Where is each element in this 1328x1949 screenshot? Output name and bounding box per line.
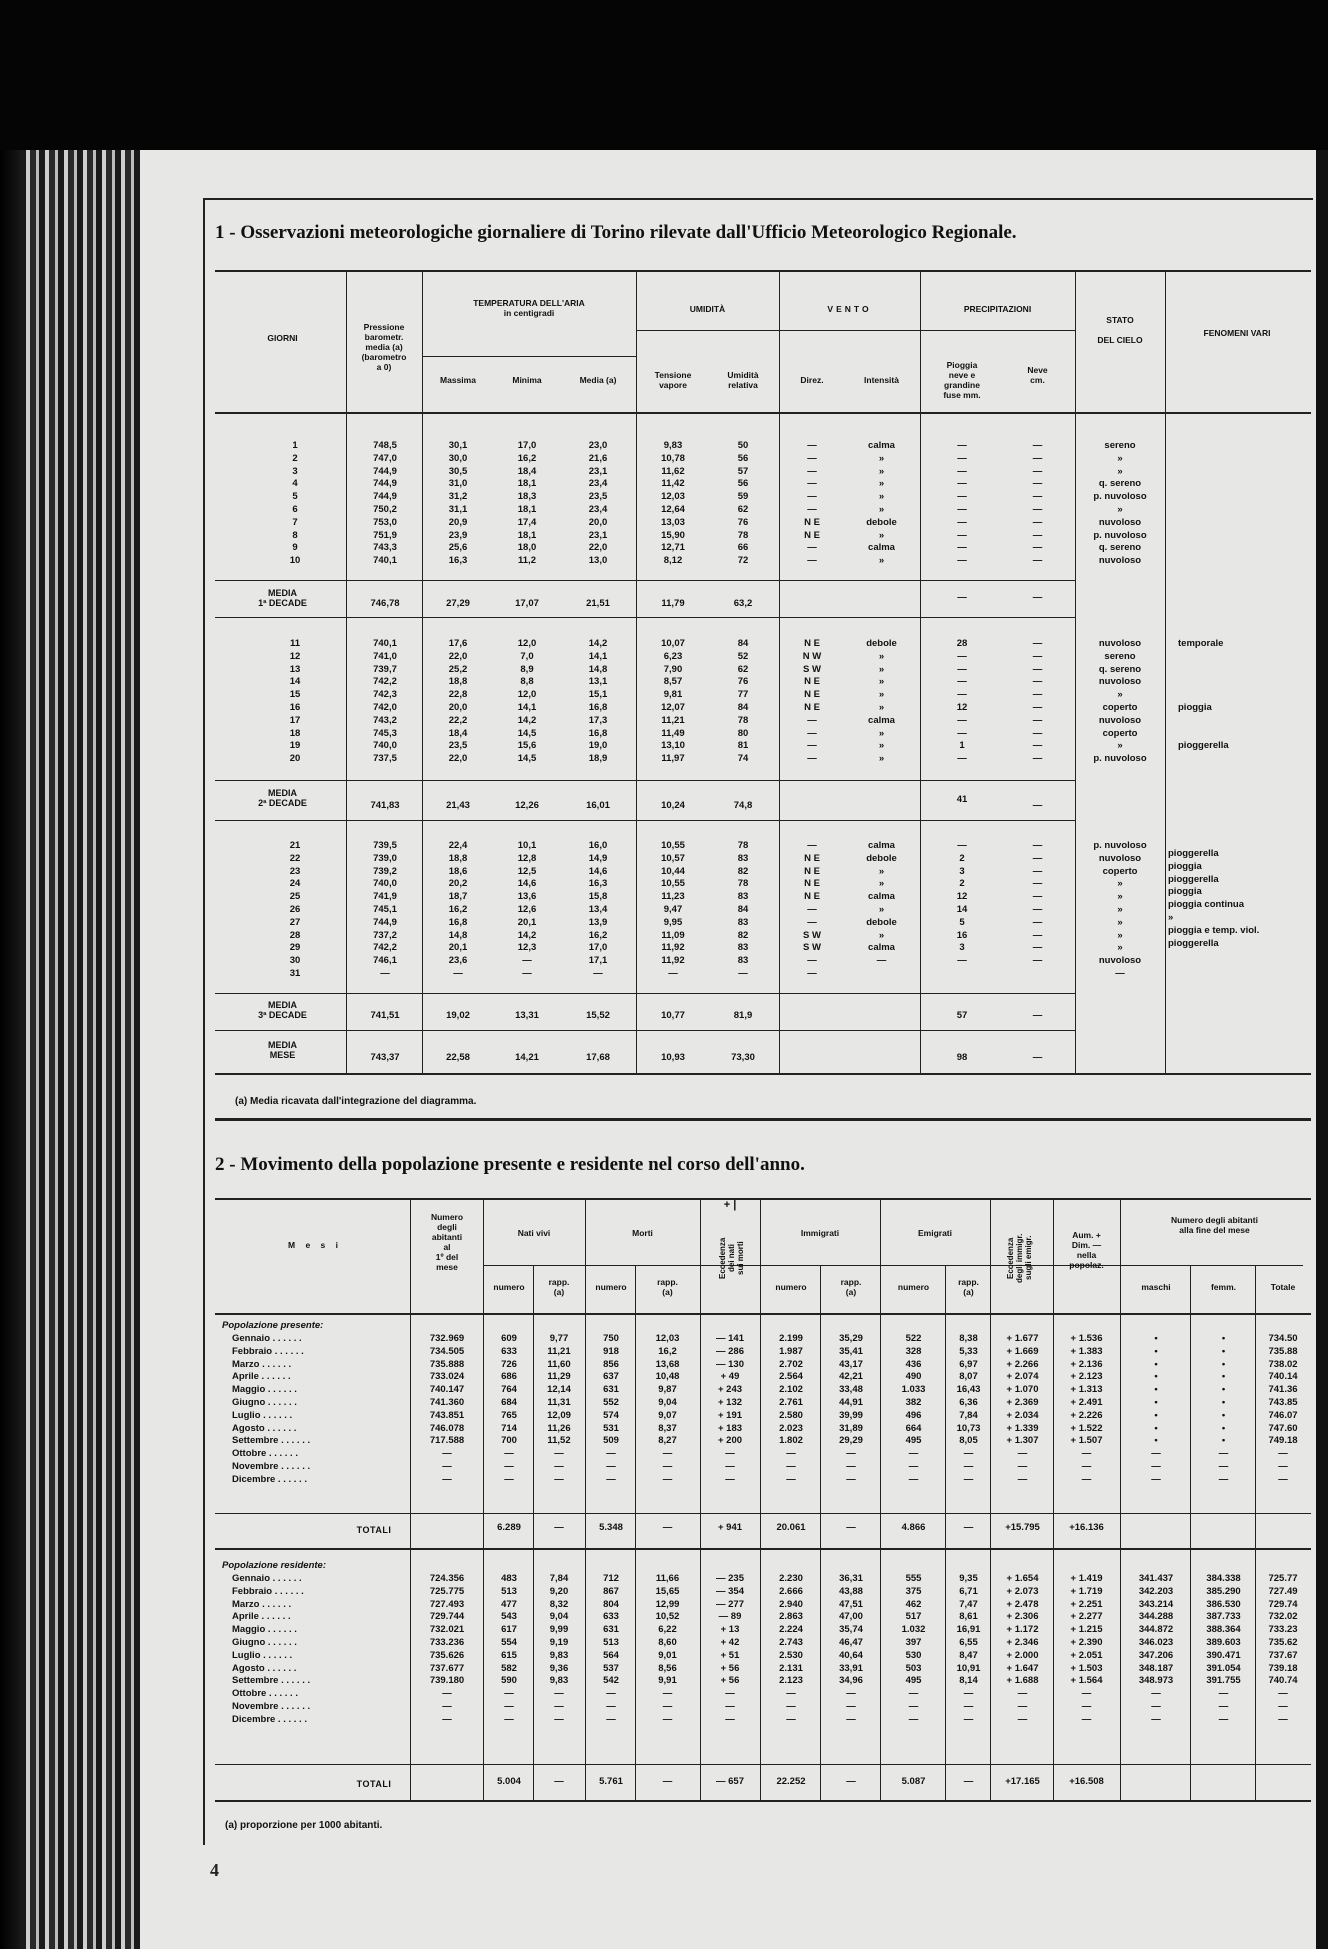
t2-vrule (483, 1200, 484, 1800)
hdr2-maschi: maschi (1141, 1282, 1171, 1292)
res-tot-emi-rapp: — (963, 1776, 974, 1787)
t2-vrule (1053, 1200, 1054, 1800)
t2-vrule (1190, 1265, 1191, 1800)
t1-sub-rule (779, 330, 920, 331)
d2-media-pioggia: 41 (956, 794, 968, 805)
hdr-giorni: GIORNI (267, 333, 298, 343)
pres-abitanti: 732.969 734.505 735.888 733.024 740.147 741.360 743.851 746.078 717.588 — — — (429, 1333, 465, 1485)
hdr2-morti-rapp: rapp. (a) (657, 1277, 678, 1297)
res-tot-morti-rapp: — (662, 1776, 673, 1787)
res-label: Popolazione residente: (222, 1560, 326, 1571)
pres-ecc-imm: + 1.677 + 1.669 + 2.266 + 2.074 + 1.070 + 2.369 + 2.034 + 1.339 + 1.307 — — — (1006, 1333, 1039, 1485)
hdr-minima: Minima (512, 375, 542, 385)
t1-sub-rule (920, 330, 1075, 331)
page-number: 4 (210, 1860, 219, 1880)
t2-vrule (990, 1200, 991, 1800)
d3-massima: 22,4 18,8 18,6 20,2 18,7 16,2 16,8 14,8 20,1 23,6 — (448, 840, 468, 979)
pres-imm-rapp: 35,29 35,41 43,17 42,21 33,48 44,91 39,99 31,89 29,29 — — — (839, 1333, 863, 1485)
t1-vrule (422, 272, 423, 1073)
d1-media-tensione: 11,79 (661, 598, 685, 609)
d2-media-label: MEDIA 2ª DECADE (258, 788, 307, 808)
d2-minima: 12,0 7,0 8,9 8,8 12,0 14,1 14,2 14,5 15,6 14,5 (517, 638, 537, 765)
d2-direz: N E N W S W N E N E N E — — — — (802, 638, 822, 765)
hdr-intensita: Intensità (864, 375, 899, 385)
mese-media: 17,68 (586, 1052, 610, 1063)
hdr-direz: Direz. (800, 375, 824, 385)
t1-header-bottom-rule (215, 412, 1311, 414)
d3-pioggia: — 2 3 2 12 14 5 16 3 — (956, 840, 968, 967)
res-tot-morti: 5.761 (599, 1776, 623, 1787)
t2-res-end-rule (215, 1764, 1311, 1765)
d2-media-media: 16,01 (586, 800, 610, 811)
hdr2-imm-rapp: rapp. (a) (840, 1277, 862, 1297)
t2-sub-rule (483, 1265, 1303, 1266)
t2-vrule (533, 1265, 534, 1800)
mese-tensione: 10,93 (661, 1052, 685, 1063)
table1-title: 1 - Osservazioni meteorologiche giornaliere di Torino rilevate dall'Ufficio Meteorologico Regionale. (215, 222, 1017, 243)
hdr2-morti-num: numero (595, 1282, 627, 1292)
hdr-pressione: Pressione barometr. media (a) (barometro a 0) (361, 322, 407, 372)
d1-pressione: 748,5 747,0 744,9 744,9 744,9 750,2 753,0 751,9 743,3 740,1 (373, 440, 397, 567)
t1-m2-rule (215, 820, 1075, 821)
d1-media-label: MEDIA 1ª DECADE (258, 588, 307, 608)
d3-neve: — — — — — — — — — — (1032, 840, 1043, 967)
res-nati-rapp: 7,84 9,20 8,32 9,04 9,99 9,19 9,83 9,36 9,83 — — — (549, 1573, 569, 1725)
t2-vrule (760, 1200, 761, 1800)
hdr-umidita: UMIDITÀ (689, 304, 726, 314)
t1-m1-rule (215, 617, 1075, 618)
d1-media-neve: — (1032, 592, 1043, 603)
d1-media: 23,0 21,6 23,1 23,4 23,5 23,4 20,0 23,1 22,0 13,0 (588, 440, 608, 567)
res-imm-num: 2.230 2.666 2.940 2.863 2.224 2.743 2.530 2.131 2.123 — — — (779, 1573, 803, 1725)
d1-tensione: 9,83 10,78 11,62 11,42 12,03 12,64 13,03 15,90 12,71 8,12 (661, 440, 685, 567)
d2-pressione: 740,1 741,0 739,7 742,2 742,3 742,0 743,2 745,3 740,0 737,5 (373, 638, 397, 765)
pres-nati-rapp: 9,77 11,21 11,60 11,29 12,14 11,31 12,09 11,26 11,52 — — — (547, 1333, 571, 1485)
res-imm-rapp: 36,31 43,88 47,51 47,00 35,74 46,47 40,64 33,91 34,96 — — — (839, 1573, 863, 1725)
t1-vrule (1165, 272, 1166, 1073)
hdr-fenomeni: FENOMENI VARI (1203, 328, 1271, 338)
d3-media-pressione: 741,51 (370, 1010, 400, 1021)
d2-media-pressione: 741,83 (370, 800, 400, 811)
mese-minima: 14,21 (515, 1052, 539, 1063)
hdr2-fine-mese: Numero degli abitanti alla fine del mese (1171, 1215, 1258, 1235)
res-nati-num: 483 513 477 543 617 554 615 582 590 — — — (501, 1573, 517, 1725)
d2-neve: — — — — — — — — — — (1032, 638, 1043, 765)
pres-tot-emi-rapp: — (963, 1522, 974, 1533)
pres-femm: • • • • • • • • • — — — (1218, 1333, 1229, 1485)
hdr2-plus-minus: + | (723, 1199, 737, 1211)
t2-vrule (880, 1200, 881, 1800)
res-eccedenza: — 235 — 354 — 277 — 89 + 13 + 42 + 51 + 56 + 56 — — — (716, 1573, 744, 1725)
res-tot-eccedenza: — 657 (716, 1776, 744, 1787)
hdr-media: Media (a) (579, 375, 617, 385)
scan-top-background (0, 0, 1328, 150)
d1-media-massima: 27,29 (446, 598, 470, 609)
d2-umidita: 84 52 62 76 77 84 78 80 81 74 (737, 638, 749, 765)
section-divider (215, 1118, 1311, 1121)
d3-media-minima: 13,31 (515, 1010, 539, 1021)
res-tot-nati: 5.004 (497, 1776, 521, 1787)
pres-tot-nati: 6.289 (497, 1522, 521, 1533)
hdr-umidita-rel: Umidità relativa (727, 370, 759, 390)
t2-vrule (945, 1265, 946, 1800)
table2-footnote: (a) proporzione per 1000 abitanti. (225, 1820, 383, 1831)
hdr2-emi-num: numero (897, 1282, 930, 1292)
d2-fenomeni: temporale pioggia pioggerella (1178, 638, 1229, 752)
d2-giorni: 11 12 13 14 15 16 17 18 19 20 (289, 638, 301, 765)
d3-media-media: 15,52 (586, 1010, 610, 1021)
d1-media-pressione: 746,78 (370, 598, 400, 609)
hdr2-immigrati: Immigrati (800, 1228, 840, 1238)
pres-emi-num: 522 328 436 490 1.033 382 496 664 495 — — — (901, 1333, 926, 1485)
d1-media-minima: 17,07 (515, 598, 539, 609)
t2-header-bottom-rule (215, 1313, 1311, 1315)
hdr-vento: VENTO (827, 304, 872, 314)
res-tot-imm: 22.252 (776, 1776, 806, 1787)
res-tot-emi: 5.087 (901, 1776, 926, 1787)
t1-d2-rule (215, 780, 1075, 781)
d2-pioggia: 28 — — — — 12 — — 1 — (956, 638, 968, 765)
d3-media-pioggia: 57 (956, 1010, 968, 1021)
t2-vrule (1120, 1200, 1121, 1800)
pres-tot-morti: 5.348 (599, 1522, 623, 1533)
hdr2-abitanti: Numero degli abitanti al 1º del mese (430, 1212, 464, 1272)
hdr2-femm: femm. (1210, 1282, 1237, 1292)
hdr2-emigrati: Emigrati (917, 1228, 952, 1238)
t1-sub-rule (636, 330, 779, 331)
t1-top-rule (215, 270, 1311, 272)
mese-massima: 22,58 (446, 1052, 470, 1063)
pres-morti-rapp: 12,03 16,2 13,68 10,48 9,87 9,04 9,07 8,37 8,27 — — — (655, 1333, 680, 1485)
hdr2-aum: Aum. + Dim. — nella popolaz. (1069, 1230, 1104, 1270)
hdr2-totale: Totale (1270, 1282, 1296, 1292)
res-maschi: 341.437 342.203 343.214 344.288 344.872 346.023 347.206 348.187 348.973 — — — (1138, 1573, 1174, 1725)
d2-media-minima: 12,26 (515, 800, 539, 811)
d2-stato: nuvoloso sereno q. sereno nuvoloso » coperto nuvoloso coperto » p. nuvoloso (1093, 638, 1147, 765)
mese-umidita: 73,30 (731, 1052, 755, 1063)
pres-totale: 734.50 735.88 738.02 740.14 741.36 743.85 746.07 747.60 749.18 — — — (1268, 1333, 1298, 1485)
t2-vrule (820, 1265, 821, 1800)
mese-pressione: 743,37 (370, 1052, 400, 1063)
d1-massima: 30,1 30,0 30,5 31,0 31,2 31,1 20,9 23,9 25,6 16,3 (448, 440, 468, 567)
hdr2-mesi: M e s i (288, 1240, 342, 1250)
hdr-pioggia: Pioggia neve e grandine fuse mm. (943, 360, 981, 400)
res-tot-aum: +16.508 (1069, 1776, 1104, 1787)
d3-media-umidita: 81,9 (733, 1010, 753, 1021)
t2-res-totali-rule (215, 1800, 1311, 1802)
t1-m3-rule (215, 1030, 1075, 1031)
hdr2-nati: Nati vivi (517, 1228, 551, 1238)
d2-media-neve: — (1032, 800, 1043, 811)
d1-direz: — — — — — — N E N E — — (804, 440, 820, 567)
d1-media-media: 21,51 (586, 598, 610, 609)
t2-vrule (700, 1200, 701, 1800)
d2-media-massima: 21,43 (446, 800, 470, 811)
pres-aum: + 1.536 + 1.383 + 2.136 + 2.123 + 1.313 + 2.491 + 2.226 + 1.522 + 1.507 — — — (1070, 1333, 1103, 1485)
d3-stato: p. nuvoloso nuvoloso coperto » » » » » » nuvoloso — (1093, 840, 1147, 979)
d2-media-tensione: 10,24 (661, 800, 685, 811)
d3-umidita: 78 83 82 78 83 84 83 82 83 83 — (737, 840, 749, 979)
d3-direz: — N E N E N E N E — — S W S W — — (803, 840, 821, 979)
hdr2-imm-num: numero (775, 1282, 807, 1292)
d3-tensione: 10,55 10,57 10,44 10,55 11,23 9,47 9,95 11,09 11,92 11,92 — (661, 840, 685, 979)
t2-vrule (635, 1265, 636, 1800)
hdr-stato: STATO DEL CIELO (1097, 315, 1143, 345)
d1-media-umidita: 63,2 (733, 598, 753, 609)
t2-vrule (585, 1200, 586, 1800)
d1-pioggia: — — — — — — — — — — (957, 440, 967, 567)
d1-intensita: calma » » » » » debole » calma » (866, 440, 897, 567)
res-totali-label: TOTALI (356, 1779, 392, 1789)
t2-top-rule (215, 1198, 1311, 1200)
pres-totali-label: TOTALI (356, 1525, 392, 1535)
d3-media-label: MEDIA 3ª DECADE (258, 1000, 307, 1020)
res-femm: 384.338 385.290 386.530 387.733 388.364 389.603 390.471 391.054 391.755 — — — (1206, 1573, 1241, 1725)
pres-maschi: • • • • • • • • • — — — (1151, 1333, 1161, 1485)
hdr-massima: Massima (440, 375, 476, 385)
d1-minima: 17,0 16,2 18,4 18,1 18,3 18,1 17,4 18,1 18,0 11,2 (517, 440, 537, 567)
hdr2-emi-rapp: rapp. (a) (958, 1277, 979, 1297)
hdr-precipitazioni: PRECIPITAZIONI (963, 304, 1032, 314)
hdr-temperatura: TEMPERATURA DELL'ARIA in centigradi (473, 298, 585, 318)
t1-d3-rule (215, 993, 1075, 994)
d3-intensita: calma debole » » calma » debole » calma — (866, 840, 897, 967)
pres-tot-aum: +16.136 (1069, 1522, 1104, 1533)
t1-vrule (1075, 272, 1076, 1073)
hdr2-ecc-imm: Eccedenza degli immigr. sugli emigr. (1006, 1233, 1033, 1283)
pres-tot-imm-rapp: — (846, 1522, 856, 1533)
d1-umidita: 50 56 57 56 59 62 76 78 66 72 (737, 440, 749, 567)
d1-stato: sereno » » q. sereno p. nuvoloso » nuvoloso p. nuvoloso q. sereno nuvoloso (1093, 440, 1147, 567)
hdr2-eccedenza: Eccedenza dei nati sui morti (718, 1237, 745, 1279)
d1-giorni: 1 2 3 4 5 6 7 8 9 10 (289, 440, 301, 567)
pres-nati-num: 609 633 726 686 764 684 765 714 700 — — — (501, 1333, 517, 1485)
mese-pioggia: 98 (956, 1052, 968, 1063)
t1-vrule (779, 272, 780, 1073)
pres-tot-emi: 4.866 (901, 1522, 926, 1533)
t1-vrule (920, 272, 921, 1073)
pres-morti-num: 750 918 856 637 631 552 574 531 509 — — — (603, 1333, 619, 1485)
res-totale: 725.77 727.49 729.74 732.02 733.23 735.62 737.67 739.18 740.74 — — — (1268, 1573, 1298, 1725)
pres-tot-nati-rapp: — (554, 1522, 564, 1533)
d1-neve: — — — — — — — — — — (1032, 440, 1043, 567)
pres-tot-imm: 20.061 (776, 1522, 806, 1533)
res-emi-rapp: 9,35 6,71 7,47 8,61 16,91 6,55 8,47 10,91 8,14 — — — (956, 1573, 981, 1725)
d3-pressione: 739,5 739,0 739,2 740,0 741,9 745,1 744,9 737,2 742,2 746,1 — (373, 840, 397, 979)
t1-sub-rule (422, 356, 636, 357)
t2-pres-end-rule (215, 1513, 1311, 1514)
table2-title: 2 - Movimento della popolazione presente e residente nel corso dell'anno. (215, 1154, 805, 1175)
d1-media-pioggia: — (957, 592, 967, 603)
hdr-tensione: Tensione vapore (654, 370, 692, 390)
pres-tot-morti-rapp: — (662, 1522, 673, 1533)
pres-imm-num: 2.199 1.987 2.702 2.564 2.102 2.761 2.580 2.023 1.802 — — — (779, 1333, 803, 1485)
hdr-neve: Neve cm. (1027, 365, 1048, 385)
t2-pres-totali-rule (215, 1548, 1311, 1550)
pres-tot-eccedenza: + 941 (717, 1522, 743, 1533)
stacked-page-edges (20, 150, 160, 1949)
res-emi-num: 555 375 462 517 1.032 397 530 503 495 — — — (901, 1573, 926, 1725)
d3-minima: 10,1 12,8 12,5 14,6 13,6 12,6 20,1 14,2 12,3 — — (517, 840, 537, 979)
t2-vrule (410, 1200, 411, 1800)
res-tot-ecc-imm: +17.165 (1005, 1776, 1040, 1787)
res-morti-num: 712 867 804 633 631 513 564 537 542 — — — (603, 1573, 619, 1725)
pres-label: Popolazione presente: (222, 1320, 324, 1331)
res-abitanti: 724.356 725.775 727.493 729.744 732.021 733.236 735.626 737.677 739.180 — — — (429, 1573, 465, 1725)
d3-media-massima: 19,02 (446, 1010, 470, 1021)
d3-media-tensione: 10,77 (661, 1010, 685, 1021)
hdr2-nati-num: numero (493, 1282, 525, 1292)
hdr2-morti: Morti (632, 1228, 653, 1238)
t2-vrule (1255, 1265, 1256, 1800)
d2-media: 14,2 14,1 14,8 13,1 15,1 16,8 17,3 16,8 19,0 18,9 (588, 638, 608, 765)
res-aum: + 1.419 + 1.719 + 2.251 + 2.277 + 1.215 + 2.390 + 2.051 + 1.503 + 1.564 — — — (1070, 1573, 1103, 1725)
d3-giorni: 21 22 23 24 25 26 27 28 29 30 31 (289, 840, 301, 979)
res-ecc-imm: + 1.654 + 2.073 + 2.478 + 2.306 + 1.172 + 2.346 + 2.000 + 1.647 + 1.688 — — — (1006, 1573, 1039, 1725)
pres-eccedenza: — 141 — 286 — 130 + 49 + 243 + 132 + 191 + 183 + 200 — — — (716, 1333, 744, 1485)
scan-right-edge (1316, 150, 1328, 1949)
d3-media: 16,0 14,9 14,6 16,3 15,8 13,4 13,9 16,2 17,0 17,1 — (588, 840, 608, 979)
hdr2-nati-rapp: rapp. (a) (548, 1277, 570, 1297)
t1-vrule (346, 272, 347, 1073)
pres-tot-ecc-imm: +15.795 (1005, 1522, 1040, 1533)
d2-intensita: debole » » » » » calma » » » (866, 638, 897, 765)
d3-fenomeni: pioggerella pioggia pioggerella pioggia pioggia continua » pioggia e temp. viol. pioggerella (1168, 848, 1260, 949)
mese-neve: — (1032, 1052, 1043, 1063)
res-tot-imm-rapp: — (846, 1776, 856, 1787)
t1-d1-rule (215, 580, 1075, 581)
t1-bottom-rule (215, 1073, 1311, 1075)
res-tot-nati-rapp: — (554, 1776, 564, 1787)
pres-mesi: Gennaio . . . . . . Febbraio . . . . . . Marzo . . . . . . Aprile . . . . . . Maggio . . . . . . Giugno . . . . . . Luglio . . . . . . Agosto . . . . . . Settembre . . . . . . Ottobre . . . . . . Novembre . . . . . . Dicembre . . . . . . (232, 1333, 311, 1485)
d2-tensione: 10,07 6,23 7,90 8,57 9,81 12,07 11,21 11,49 13,10 11,97 (661, 638, 685, 765)
table1-footnote: (a) Media ricavata dall'integrazione del diagramma. (235, 1096, 477, 1107)
pres-emi-rapp: 8,38 5,33 6,97 8,07 16,43 6,36 7,84 10,73 8,05 — — — (956, 1333, 981, 1485)
d2-media-umidita: 74,8 (733, 800, 753, 811)
d2-massima: 17,6 22,0 25,2 18,8 22,8 20,0 22,2 18,4 23,5 22,0 (448, 638, 468, 765)
res-morti-rapp: 11,66 15,65 12,99 10,52 6,22 8,60 9,01 8,56 9,91 — — — (655, 1573, 680, 1725)
mese-label: MEDIA MESE (268, 1040, 297, 1060)
res-mesi: Gennaio . . . . . . Febbraio . . . . . . Marzo . . . . . . Aprile . . . . . . Maggio . . . . . . Giugno . . . . . . Luglio . . . . . . Agosto . . . . . . Settembre . . . . . . Ottobre . . . . . . Novembre . . . . . . Dicembre . . . . . . (232, 1573, 311, 1725)
t1-vrule (636, 272, 637, 1073)
d3-media-neve: — (1032, 1010, 1043, 1021)
